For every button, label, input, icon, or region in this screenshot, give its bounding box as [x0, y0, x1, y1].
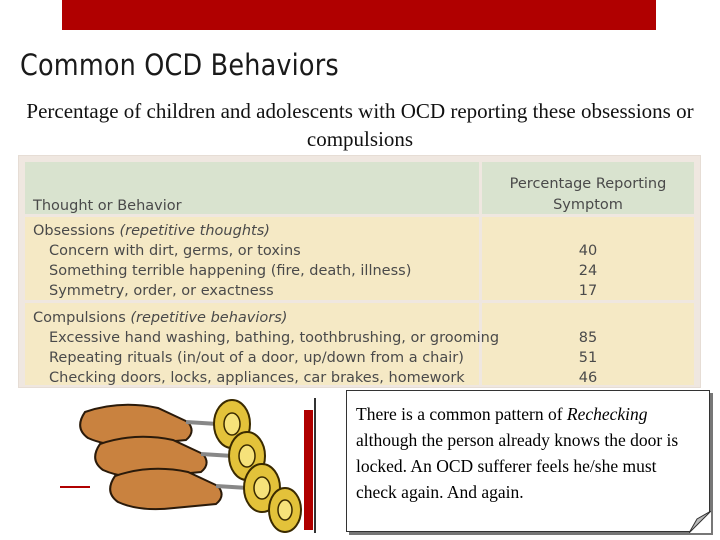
table-row-value: 85 — [578, 330, 598, 346]
doorknob-icon — [269, 488, 301, 532]
header-thought-or-behavior: Thought or Behavior — [33, 198, 182, 214]
door-red-edge — [304, 410, 313, 530]
table-row-value: 17 — [578, 283, 598, 299]
table-row-label: Concern with dirt, germs, or toxins — [49, 243, 301, 259]
category-obsessions: Obsessions (repetitive thoughts) — [33, 223, 270, 239]
slide-subtitle: Percentage of children and adolescents with OCD reporting these obsessions or compulsions — [26, 99, 694, 151]
top-accent-bar — [62, 0, 656, 30]
rechecking-callout: There is a common pattern of Rechecking although the person already knows the door is locked. An OCD sufferer feels he/she must check again. And again. — [346, 390, 710, 532]
table-row-value: 51 — [578, 350, 598, 366]
page-fold-icon — [689, 511, 711, 533]
ocd-behaviors-table — [18, 155, 701, 388]
header-percentage: Percentage Reporting Symptom — [509, 176, 667, 213]
table-row-label: Symmetry, order, or exactness — [49, 283, 274, 299]
slide-title: Common OCD Behaviors — [20, 48, 339, 82]
table-row-value: 46 — [578, 370, 598, 386]
table-row-label: Repeating rituals (in/out of a door, up/down from a chair) — [49, 350, 464, 366]
rechecking-emphasis: Rechecking — [566, 404, 648, 424]
hands-checking-doorknobs-illustration — [40, 388, 355, 540]
table-row-label: Something terrible happening (fire, death, illness) — [49, 263, 412, 279]
table-row-value: 40 — [578, 243, 598, 259]
table-row-label: Checking doors, locks, appliances, car brakes, homework — [49, 370, 465, 386]
category-compulsions: Compulsions (repetitive behaviors) — [33, 310, 288, 326]
table-row-label: Excessive hand washing, bathing, toothbrushing, or grooming — [49, 330, 500, 346]
table-row-value: 24 — [578, 263, 598, 279]
